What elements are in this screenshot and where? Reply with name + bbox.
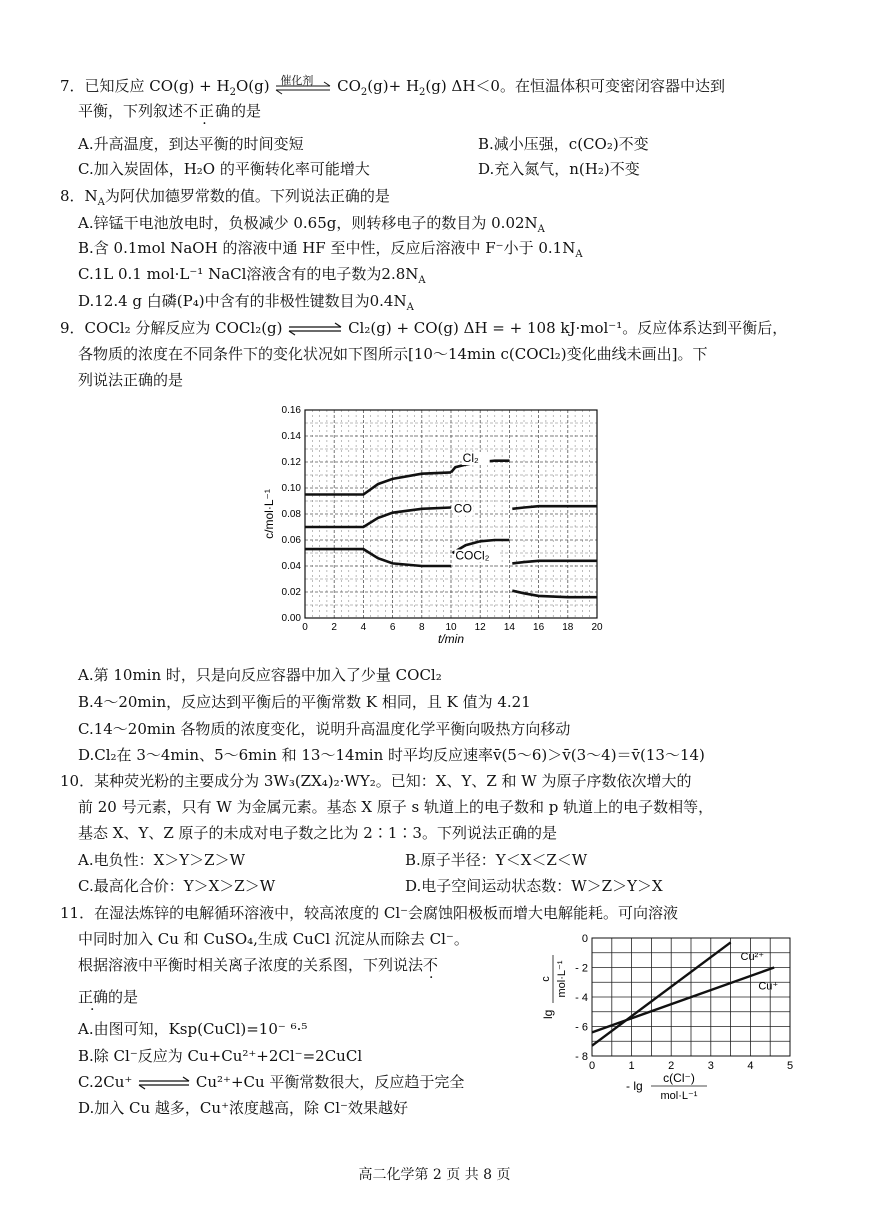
- x-tick-label: 0: [302, 622, 308, 633]
- q11-line3: [78, 955, 438, 975]
- emphasis-correct: 正确: [78, 988, 109, 1006]
- q7-line2-c: 的是: [231, 102, 262, 120]
- q10-option-b: B.原子半径：Y＜X＜Z＜W: [405, 851, 588, 869]
- page-footer: 高二化学第 2 页 共 8 页: [358, 1167, 511, 1183]
- x-axis-label-num: c(Cl⁻): [663, 1071, 695, 1085]
- q7-text-e: (g) ΔH＜0。在恒温体积可变密闭容器中达到: [425, 77, 725, 95]
- y-tick-label: - 2: [575, 962, 588, 975]
- q8-a-text: A.锌锰干电池放电时，负极减少 0.65g，则转移电子的数目为 0.02N: [78, 214, 538, 232]
- q11-line1: 11．在湿法炼锌的电解循环溶液中，较高浓度的 Cl⁻会腐蚀阳极板而增大电解能耗。可向溶液: [60, 904, 679, 922]
- q7-text-b: O(g): [235, 77, 270, 95]
- series-line: [592, 942, 731, 1045]
- concentration-time-chart: [255, 400, 615, 650]
- q7-line2-a: 平衡，下列叙述: [78, 102, 184, 120]
- y-tick-label: 0.02: [281, 587, 301, 598]
- series-line: [512, 506, 597, 509]
- q11-c-a: C.2Cu⁺: [78, 1073, 133, 1091]
- series-label: Cu⁺: [758, 980, 779, 993]
- q11-line2: 中同时加入 Cu 和 CuSO₄,生成 CuCl 沉淀从而除去 Cl⁻。: [78, 930, 469, 948]
- q11-line3-a: 根据溶液中平衡时相关离子浓度的关系图，下列说法: [78, 956, 424, 974]
- y-tick-label: - 8: [575, 1051, 588, 1063]
- q8-d-text: D.12.4 g 白磷(P₄)中含有的非极性键数目为0.4N: [78, 292, 407, 310]
- y-tick-label: - 6: [575, 1021, 588, 1034]
- x-tick-label: 2: [668, 1060, 675, 1072]
- q11-option-d: D.加入 Cu 越多，Cu⁺浓度越高，除 Cl⁻效果越好: [78, 1099, 408, 1117]
- x-tick-label: 20: [591, 622, 603, 633]
- x-axis-label-prefix: - lg: [626, 1079, 643, 1093]
- q7-text-a: 7．已知反应 CO(g) + H: [60, 77, 230, 95]
- y-tick-label: 0.14: [281, 431, 301, 442]
- series-label: Cl₂: [462, 451, 479, 465]
- x-axis-label-den: mol·L⁻¹: [660, 1090, 698, 1102]
- series-label: CO: [453, 501, 472, 516]
- y-axis-label-den: mol·L⁻¹: [556, 960, 568, 998]
- y-axis-label: c/mol·L⁻¹: [262, 489, 276, 539]
- q8-sub: A: [97, 197, 105, 208]
- q10-line1: 10．某种荧光粉的主要成分为 3W₃(ZX₄)₂·WY₂。已知：X、Y、Z 和 W 为原子序数依次增大的: [60, 772, 692, 790]
- q7-text-c: CO: [337, 77, 361, 95]
- q11-option-a: A.由图可知，Ksp(CuCl)=10⁻ ⁶·⁵: [78, 1020, 308, 1038]
- x-tick-label: 4: [360, 622, 367, 633]
- q8-b-text: B.含 0.1mol NaOH 的溶液中通 HF 至中性，反应后溶液中 F⁻小于 0.1N: [78, 239, 576, 257]
- q7-option-d: D.充入氮气，n(H₂)不变: [478, 160, 640, 178]
- q8-option-b: B.含 0.1mol NaOH 的溶液中通 HF 至中性，反应后溶液中 F⁻小于 $0.1N_A$: [78, 239, 583, 260]
- q10-line2: 前 20 号元素，只有 W 为金属元素。基态 X 原子 s 轨道上的电子数和 p 轨道上的电子数相等，: [78, 798, 714, 816]
- x-tick-label: 4: [747, 1060, 754, 1072]
- equilibrium-arrow-2: [137, 1076, 191, 1090]
- q8-stem: [60, 186, 390, 213]
- emphasis-not-correct: 不正确: [183, 102, 232, 120]
- q9-line1: [60, 318, 787, 338]
- y-tick-label: 0.12: [281, 457, 301, 468]
- q10-option-d: D.电子空间运动状态数：W＞Z＞Y＞X: [405, 877, 663, 895]
- y-axis-label-prefix: lg: [541, 1009, 555, 1019]
- x-tick-label: 3: [707, 1060, 714, 1072]
- q11-option-b: B.除 Cl⁻反应为 Cu+Cu²⁺+2Cl⁻=2CuCl: [78, 1047, 363, 1065]
- catalyst-label: 催化剂: [280, 74, 314, 87]
- q7-line1: 7．已知反应 $CO(g) + H_2O(g)$ 催化剂 $CO_2(g)+ H_2(g)$ ΔH＜0。在恒温体积可变密闭容器中达到: [60, 76, 725, 103]
- x-tick-label: 8: [419, 622, 425, 633]
- q8-stem-b: 为阿伏加德罗常数的值。下列说法正确的是: [104, 187, 390, 205]
- y-axis-label-num: c: [540, 976, 552, 982]
- q9-line3: 列说法正确的是: [78, 371, 184, 389]
- q9-option-a: A.第 10min 时，只是向反应容器中加入了少量 COCl₂: [78, 666, 442, 684]
- q9-option-b: B.4～20min，反应达到平衡后的平衡常数 K 相同，且 K 值为 4.21: [78, 693, 531, 711]
- q10-option-c: C.最高化合价：Y＞X＞Z＞W: [78, 877, 276, 895]
- x-tick-label: 10: [445, 622, 457, 633]
- q11-line4: [78, 987, 138, 1007]
- q10-line3: 基态 X、Y、Z 原子的未成对电子数之比为 2∶1∶3。下列说法正确的是: [78, 824, 557, 842]
- lg-concentration-chart: [535, 925, 805, 1105]
- y-tick-label: 0.00: [281, 613, 301, 624]
- q7-line2: [78, 101, 261, 121]
- x-tick-label: 14: [503, 622, 515, 633]
- y-tick-label: 0.04: [281, 561, 301, 572]
- series-line: [512, 561, 597, 564]
- q7-option-c: C.加入炭固体，H₂O 的平衡转化率可能增大: [78, 160, 370, 178]
- q8-option-c: C.1L 0.1 mol·L⁻¹ NaCl溶液含有的电子数为$2.8N_A$: [78, 265, 426, 286]
- x-tick-label: 1: [628, 1060, 635, 1072]
- y-tick-label: 0.10: [281, 483, 301, 494]
- q7-option-b: B.减小压强，c(CO₂)不变: [478, 135, 649, 153]
- q8-option-d: D.12.4 g 白磷(P₄)中含有的非极性键数目为$0.4N_A$: [78, 292, 414, 313]
- q7-option-a: A.升高温度，到达平衡的时间变短: [78, 135, 304, 153]
- x-tick-label: 16: [533, 622, 545, 633]
- x-tick-label: 18: [562, 622, 574, 633]
- y-tick-label: 0.08: [281, 509, 301, 520]
- q11-option-c: [78, 1072, 464, 1092]
- q9-line2: 各物质的浓度在不同条件下的变化状况如下图所示[10～14min c(COCl₂)变化曲线未画出]。下: [78, 345, 708, 363]
- q8-option-a: A.锌锰干电池放电时，负极减少 0.65g，则转移电子的数目为 $0.02N_A$: [78, 214, 545, 235]
- x-tick-label: 0: [588, 1060, 596, 1072]
- series-label: COCl₂: [455, 548, 490, 563]
- x-tick-label: 5: [786, 1060, 794, 1072]
- q9-option-c: C.14～20min 各物质的浓度变化，说明升高温度化学平衡向吸热方向移动: [78, 720, 571, 738]
- y-tick-label: 0: [581, 933, 588, 945]
- y-tick-label: 0.16: [281, 405, 301, 416]
- q11-line4-b: 的是: [108, 988, 139, 1006]
- catalyst-arrow: [274, 74, 332, 97]
- equilibrium-arrow: [287, 322, 343, 336]
- q9-line1-b: Cl₂(g) + CO(g) ΔH = + 108 kJ·mol⁻¹。反应体系达到平衡后，: [348, 319, 788, 337]
- q7-text-d: (g)+ H: [367, 77, 420, 95]
- q11-c-b: Cu²⁺+Cu 平衡常数很大，反应趋于完全: [195, 1073, 465, 1091]
- q9-option-d: D.Cl₂在 3～4min、5～6min 和 13～14min 时平均反应速率v̄(5～6)＞v̄(3～4)＝v̄(13～14): [78, 746, 705, 764]
- q9-line1-a: 9．COCl₂ 分解反应为 COCl₂(g): [60, 319, 283, 337]
- y-tick-label: 0.06: [281, 535, 301, 546]
- x-tick-label: 2: [331, 622, 337, 633]
- x-tick-label: 6: [389, 622, 396, 633]
- y-tick-label: - 4: [575, 992, 588, 1004]
- x-axis-label: t/min: [437, 632, 465, 646]
- series-label: Cu²⁺: [740, 951, 765, 964]
- q8-c-text: C.1L 0.1 mol·L⁻¹ NaCl溶液含有的电子数为2.8N: [78, 265, 419, 283]
- emphasis-not: 不: [423, 956, 439, 974]
- q10-option-a: A.电负性：X＞Y＞Z＞W: [78, 851, 246, 869]
- x-tick-label: 12: [474, 622, 486, 633]
- q8-stem-a: 8．N: [60, 187, 98, 205]
